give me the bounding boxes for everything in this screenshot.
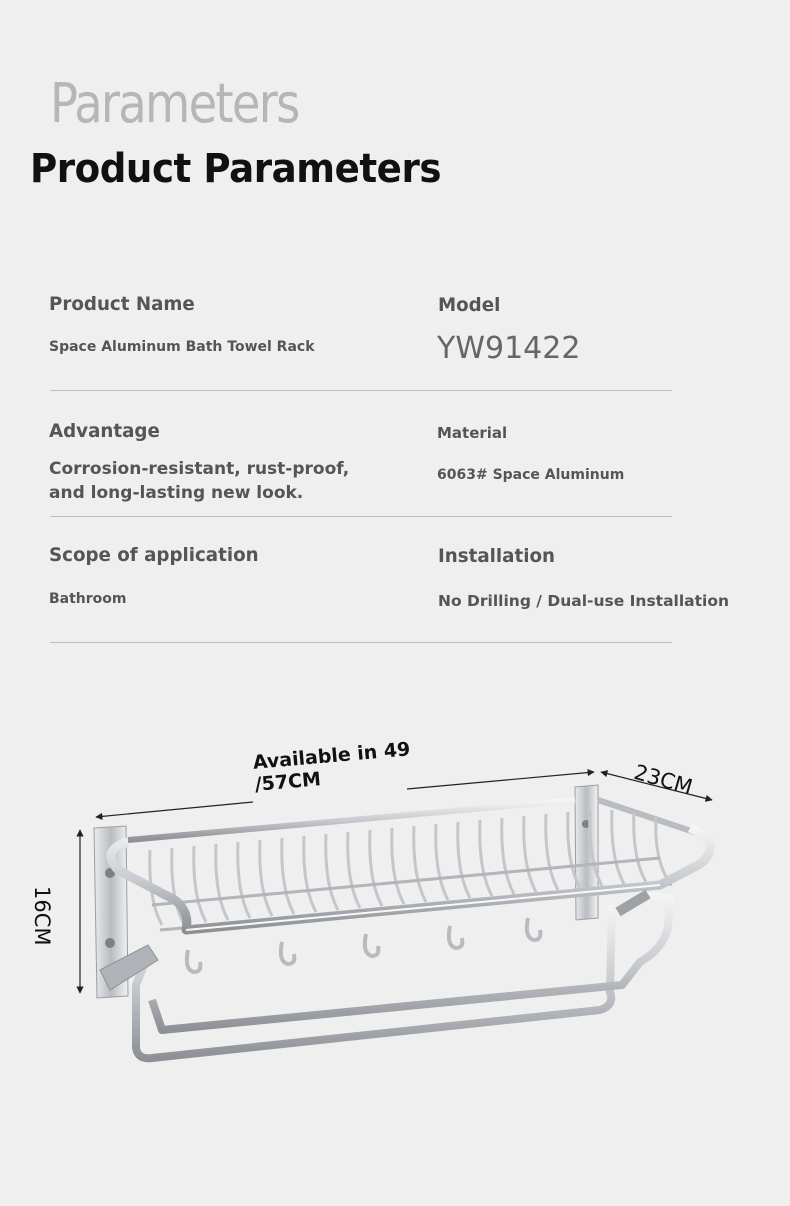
material-label: Material [437,424,508,442]
product-name-value: Space Aluminum Bath Towel Rack [49,339,315,355]
wall-plate-right [575,785,598,920]
page-title: Product Parameters [30,146,442,192]
advantage-value [49,458,349,506]
length-dimension-line1: Available in 49 [252,738,412,774]
divider [50,516,672,517]
advantage-value-line2: and long-lasting new look. [49,482,304,503]
material-value: 6063# Space Aluminum [437,467,625,483]
divider [50,390,672,391]
height-dimension-label: 16CM [30,886,54,946]
model-value: YW91422 [437,331,581,366]
advantage-value-line1: Corrosion-resistant, rust-proof, [49,459,350,479]
basket-back-rail [128,800,575,840]
scope-value: Bathroom [49,591,127,607]
depth-dimension-label: 23CM [631,760,696,800]
divider [50,642,672,643]
advantage-label: Advantage [49,420,160,442]
installation-value: No Drilling / Dual-use Installation [438,592,730,610]
ghost-title: Parameters [50,72,299,135]
length-dimension-line2: /57CM [253,768,322,796]
scope-label: Scope of application [49,544,259,566]
installation-label: Installation [438,545,555,567]
product-name-label: Product Name [49,293,195,315]
model-label: Model [438,294,501,316]
